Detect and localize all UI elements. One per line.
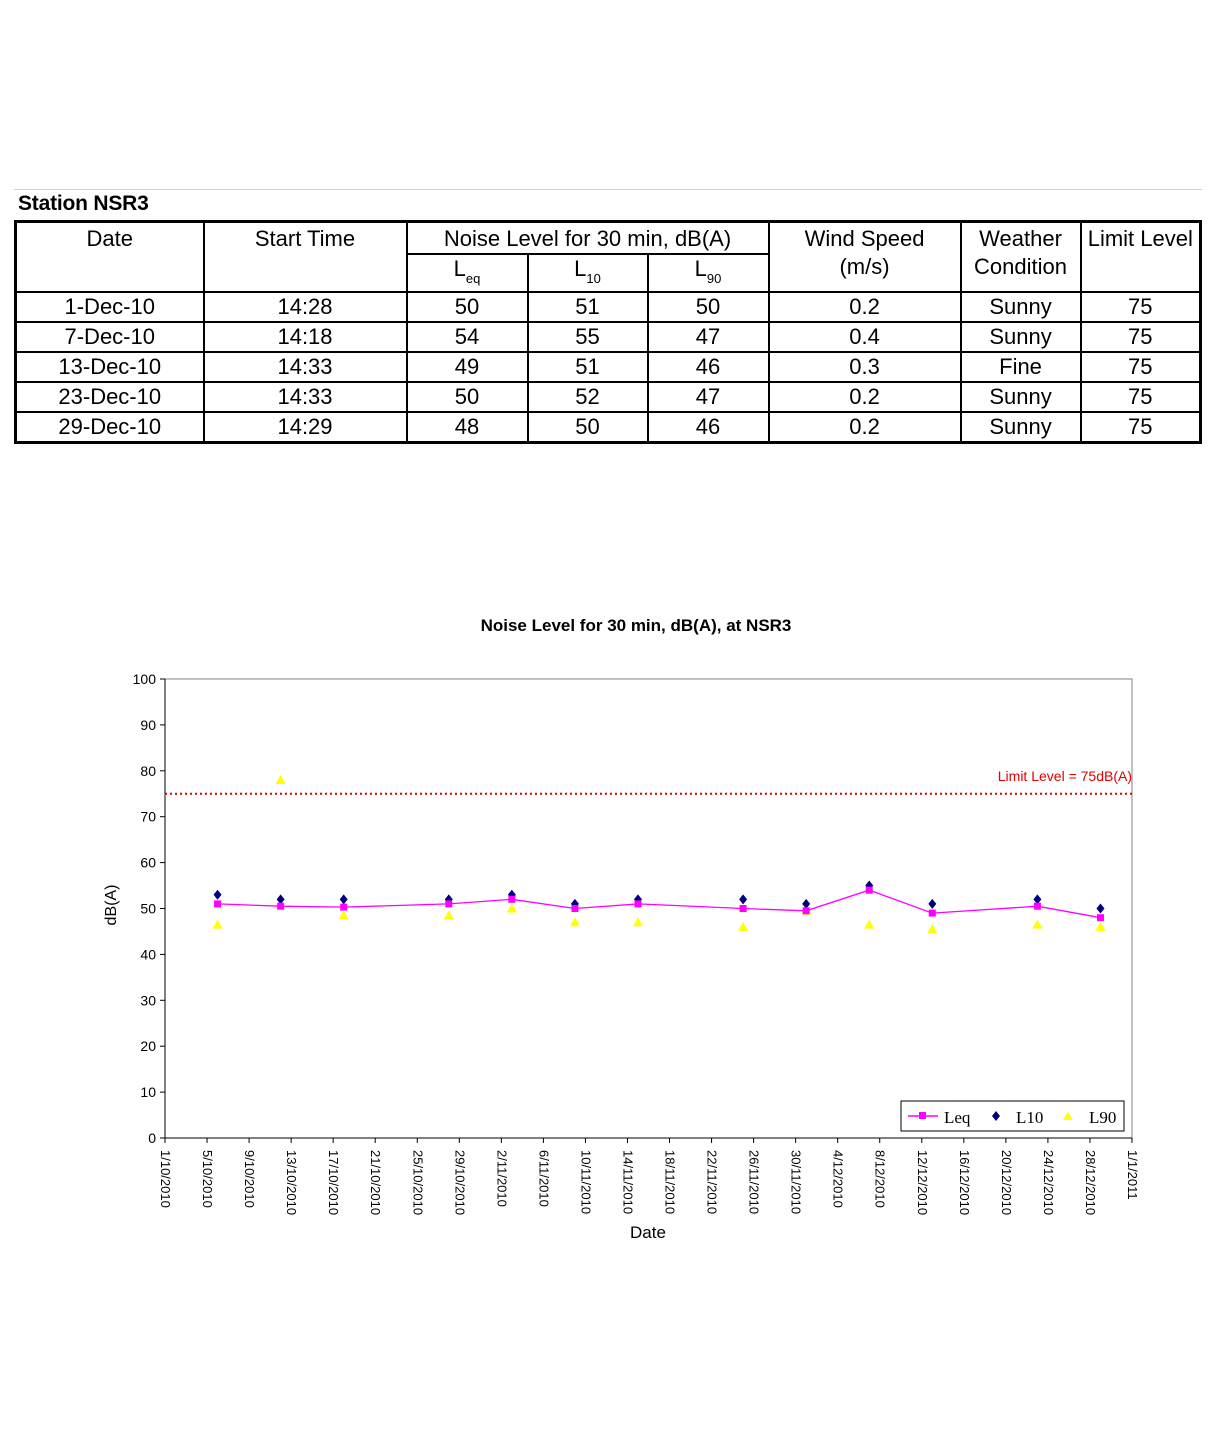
l90-point — [444, 910, 454, 919]
top-divider — [14, 189, 1202, 190]
l10-point — [1096, 904, 1104, 914]
l90-point — [738, 922, 748, 931]
limit-line-label: Limit Level = 75dB(A) — [997, 767, 1132, 784]
header-l10-base: L — [574, 256, 587, 281]
x-tick-label: 10/11/2010 — [578, 1150, 594, 1215]
cell-date: 23-Dec-10 — [16, 382, 204, 412]
cell-l10: 51 — [528, 352, 648, 382]
table-row — [16, 292, 1201, 322]
header-leq-base: L — [453, 256, 466, 281]
y-tick-label: 80 — [140, 762, 156, 779]
cell-leq: 48 — [407, 412, 528, 443]
l90-point — [570, 917, 580, 926]
leq-point — [508, 896, 515, 903]
cell-date: 13-Dec-10 — [16, 352, 204, 382]
leq-point — [803, 907, 810, 914]
leq-point — [1034, 903, 1041, 910]
y-tick-label: 20 — [140, 1038, 156, 1055]
l90-point — [1032, 920, 1042, 929]
leq-point — [277, 903, 284, 910]
l10-point — [739, 894, 747, 904]
x-tick-label: 4/12/2010 — [830, 1150, 846, 1208]
cell-limit: 75 — [1081, 292, 1201, 322]
x-tick-label: 20/12/2010 — [998, 1150, 1014, 1216]
cell-limit: 75 — [1081, 322, 1201, 352]
cell-weather: Sunny — [961, 322, 1081, 352]
plot-area-border — [165, 679, 1132, 1138]
l90-point — [213, 920, 223, 929]
x-tick-label: 30/11/2010 — [788, 1150, 804, 1215]
x-tick-label: 1/10/2010 — [158, 1150, 173, 1208]
cell-weather: Sunny — [961, 382, 1081, 412]
header-leq — [407, 254, 528, 292]
cell-date: 1-Dec-10 — [16, 292, 204, 322]
leq-point — [866, 887, 873, 894]
leq-series-line — [218, 890, 1101, 918]
noise-level-chart — [0, 600, 1218, 1260]
header-limit-level: Limit Level — [1081, 222, 1201, 293]
x-tick-label: 24/12/2010 — [1040, 1150, 1056, 1216]
legend — [901, 1101, 1124, 1131]
y-tick-label: 60 — [140, 854, 156, 871]
header-weather-line1: Weather — [979, 226, 1062, 251]
l10-point — [214, 890, 222, 900]
cell-wind: 0.2 — [769, 412, 961, 443]
x-tick-label: 5/10/2010 — [200, 1150, 216, 1208]
l90-point — [276, 775, 286, 784]
x-tick-label: 18/11/2010 — [662, 1150, 678, 1215]
y-tick-label: 50 — [140, 900, 156, 917]
l90-point — [927, 924, 937, 933]
cell-l10: 55 — [528, 322, 648, 352]
header-wind-speed-line2: (m/s) — [839, 254, 890, 279]
y-axis-ticks — [133, 671, 165, 1146]
x-tick-label: 2/11/2010 — [494, 1150, 510, 1207]
cell-l10: 50 — [528, 412, 648, 443]
cell-wind: 0.3 — [769, 352, 961, 382]
cell-time: 14:28 — [204, 292, 407, 322]
leq-point — [340, 904, 347, 911]
header-date: Date — [16, 222, 204, 293]
x-tick-label: 6/11/2010 — [536, 1150, 552, 1207]
header-wind-speed — [769, 222, 961, 293]
legend-leq-marker — [919, 1112, 926, 1119]
cell-leq: 49 — [407, 352, 528, 382]
x-tick-label: 25/10/2010 — [410, 1150, 426, 1216]
header-l10 — [528, 254, 648, 292]
l90-point — [864, 920, 874, 929]
header-noise-level: Noise Level for 30 min, dB(A) — [407, 222, 769, 255]
l90-point — [633, 917, 643, 926]
l90-point — [507, 904, 517, 913]
table-row — [16, 322, 1201, 352]
x-tick-label: 1/1/2011 — [1125, 1150, 1140, 1200]
header-weather-line2: Condition — [974, 254, 1067, 279]
x-tick-label: 16/12/2010 — [956, 1150, 972, 1216]
cell-limit: 75 — [1081, 412, 1201, 443]
leq-point — [634, 900, 641, 907]
header-l10-sub: 10 — [586, 271, 601, 287]
cell-wind: 0.4 — [769, 322, 961, 352]
x-tick-label: 9/10/2010 — [242, 1150, 258, 1208]
cell-wind: 0.2 — [769, 292, 961, 322]
l10-point — [340, 894, 348, 904]
table-row — [16, 382, 1201, 412]
x-axis-ticks — [158, 1138, 1140, 1215]
x-tick-label: 29/10/2010 — [452, 1150, 468, 1216]
series-layer — [213, 775, 1106, 933]
cell-leq: 54 — [407, 322, 528, 352]
header-leq-sub: eq — [465, 271, 481, 287]
x-tick-label: 14/11/2010 — [620, 1150, 636, 1215]
cell-time: 14:33 — [204, 382, 407, 412]
cell-date: 29-Dec-10 — [16, 412, 204, 443]
legend-l90-label: L90 — [1089, 1108, 1117, 1127]
leq-point — [740, 905, 747, 912]
x-axis-label: Date — [630, 1223, 666, 1242]
cell-time: 14:18 — [204, 322, 407, 352]
header-l90-base: L — [694, 256, 707, 281]
y-axis-label: dB(A) — [103, 884, 120, 926]
y-tick-label: 40 — [140, 946, 156, 963]
cell-l10: 51 — [528, 292, 648, 322]
cell-l90: 46 — [648, 412, 769, 443]
cell-l90: 46 — [648, 352, 769, 382]
cell-weather: Sunny — [961, 292, 1081, 322]
x-tick-label: 28/12/2010 — [1082, 1150, 1098, 1216]
x-tick-label: 17/10/2010 — [326, 1150, 342, 1216]
cell-weather: Fine — [961, 352, 1081, 382]
x-tick-label: 12/12/2010 — [914, 1150, 930, 1216]
cell-time: 14:29 — [204, 412, 407, 443]
leq-point — [214, 900, 221, 907]
header-start-time: Start Time — [204, 222, 407, 293]
y-tick-label: 30 — [140, 992, 156, 1009]
header-weather — [961, 222, 1081, 293]
cell-l90: 50 — [648, 292, 769, 322]
header-l90-sub: 90 — [706, 271, 722, 287]
leq-point — [929, 910, 936, 917]
chart-title: Noise Level for 30 min, dB(A), at NSR3 — [480, 616, 792, 635]
x-tick-label: 8/12/2010 — [872, 1150, 888, 1208]
cell-time: 14:33 — [204, 352, 407, 382]
table-header-row — [16, 222, 1201, 255]
leq-point — [571, 905, 578, 912]
cell-leq: 50 — [407, 292, 528, 322]
l10-point — [928, 899, 936, 909]
l90-point — [339, 910, 349, 919]
y-tick-label: 100 — [132, 671, 156, 687]
y-tick-label: 70 — [140, 808, 156, 825]
noise-data-table — [14, 220, 1202, 444]
cell-l90: 47 — [648, 322, 769, 352]
cell-date: 7-Dec-10 — [16, 322, 204, 352]
l90-point — [1095, 922, 1105, 931]
x-tick-label: 26/11/2010 — [746, 1150, 762, 1215]
cell-leq: 50 — [407, 382, 528, 412]
leq-point — [445, 900, 452, 907]
cell-l90: 47 — [648, 382, 769, 412]
x-tick-label: 22/11/2010 — [704, 1150, 720, 1215]
cell-limit: 75 — [1081, 352, 1201, 382]
header-wind-speed-line1: Wind Speed — [804, 226, 925, 251]
table-row — [16, 412, 1201, 443]
header-l90 — [648, 254, 769, 292]
y-tick-label: 90 — [140, 716, 156, 733]
x-tick-label: 13/10/2010 — [284, 1150, 300, 1216]
station-title: Station NSR3 — [18, 192, 149, 215]
x-tick-label: 21/10/2010 — [368, 1150, 384, 1216]
cell-l10: 52 — [528, 382, 648, 412]
cell-wind: 0.2 — [769, 382, 961, 412]
legend-l10-label: L10 — [1016, 1108, 1044, 1127]
y-tick-label: 10 — [140, 1084, 156, 1101]
cell-limit: 75 — [1081, 382, 1201, 412]
table-row — [16, 352, 1201, 382]
cell-weather: Sunny — [961, 412, 1081, 443]
leq-point — [1097, 914, 1104, 921]
legend-leq-label: Leq — [944, 1108, 971, 1127]
y-tick-label: 0 — [148, 1130, 156, 1146]
